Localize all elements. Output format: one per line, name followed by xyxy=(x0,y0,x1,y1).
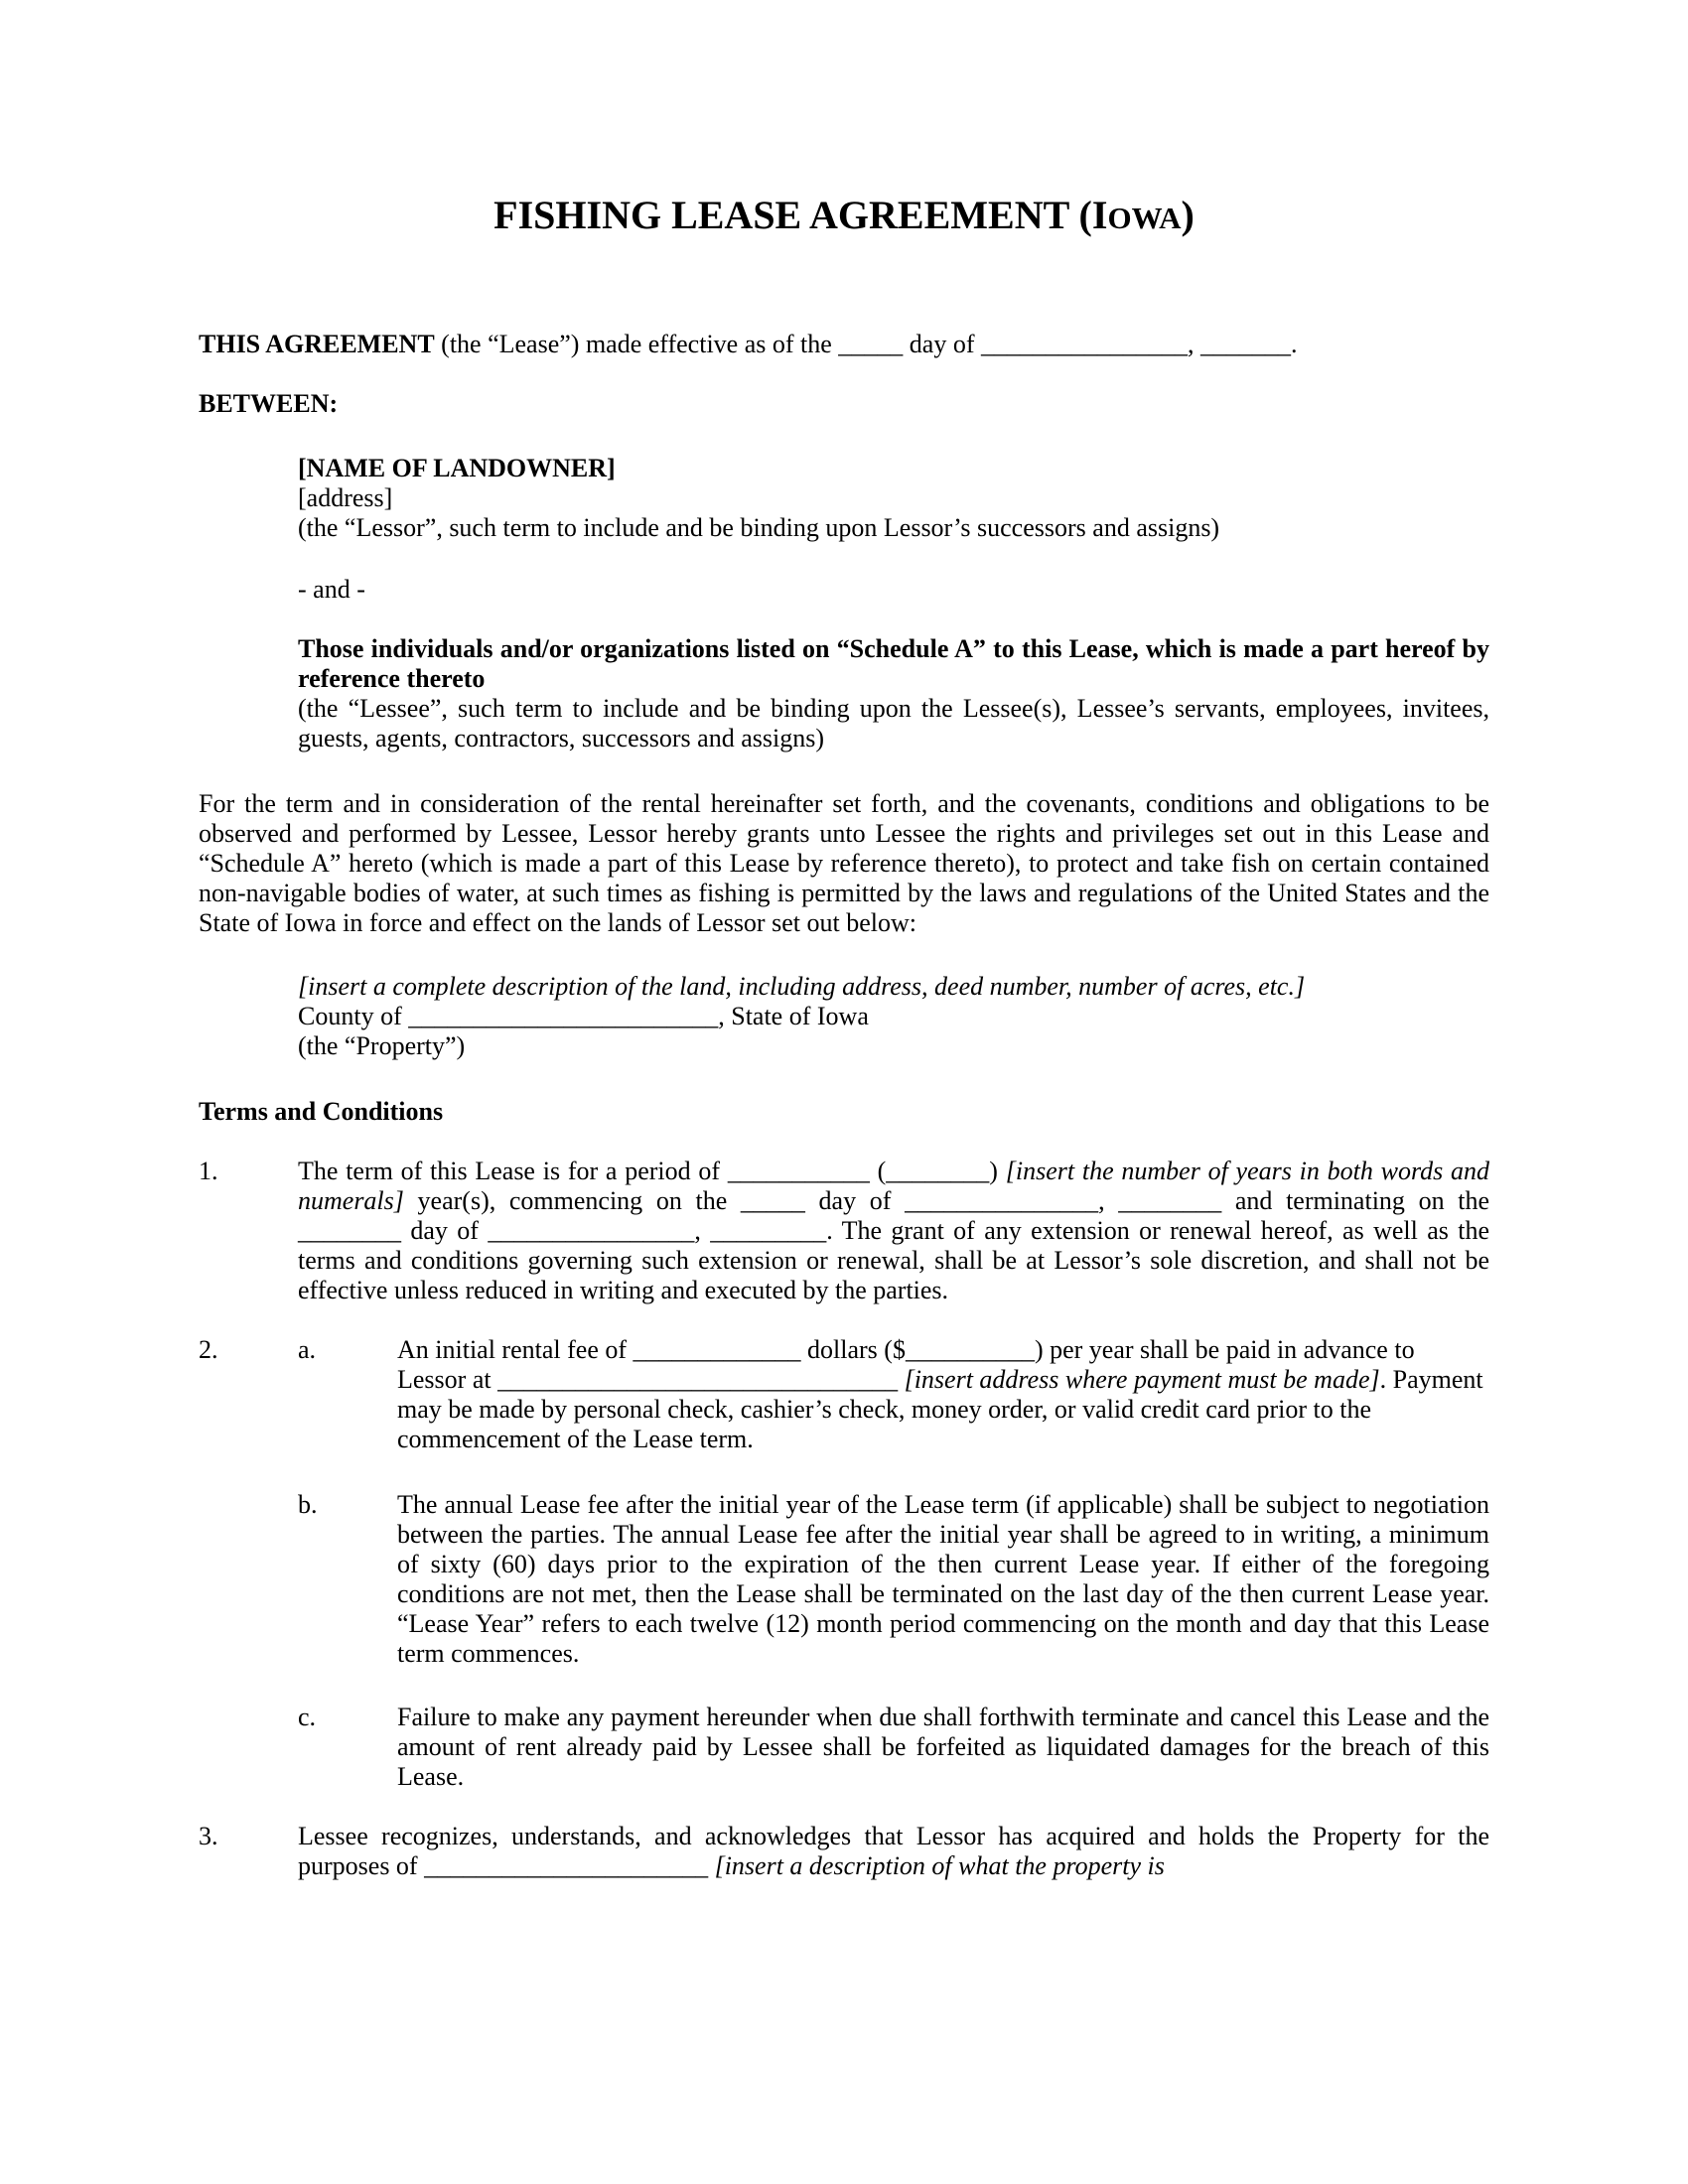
text-segment: Failure to make any payment hereunder when due shall forthwith terminate and cancel this Lease and the amount of rent already paid by Lessee shall be forfeited as liquidated damages for the breach of this Lease. xyxy=(397,1703,1489,1791)
text-segment: ) per year shall be paid in advance to Lessor at xyxy=(397,1335,1415,1394)
text-segment: day of xyxy=(903,330,981,358)
annual-fee-clause xyxy=(199,1490,1489,1669)
text-segment: . The grant of any extension or renewal hereof, as well as the terms and conditions governing such extension or renewal, shall be at Lessor’s sole discretion, and shall not be effective unless reduced in writing and executed by the parties. xyxy=(298,1216,1489,1304)
landowner-address-line: [address] xyxy=(298,483,393,512)
title-text: FISHING LEASE AGREEMENT (I xyxy=(493,193,1108,237)
text-segment: (the “Lease”) made effective as of the xyxy=(434,330,839,358)
terms-heading: Terms and Conditions xyxy=(199,1097,444,1126)
clause-letter: a. xyxy=(298,1335,317,1364)
text-segment: Lessee recognizes, understands, and acknowledges that Lessor has acquired and holds the Property for the purposes of xyxy=(298,1822,1489,1880)
text-segment: dollars ($ xyxy=(800,1335,906,1364)
clause-letter: c. xyxy=(298,1703,317,1731)
term-length-blank: ___________ xyxy=(727,1157,870,1185)
rental-fee-clause xyxy=(199,1335,1489,1454)
clause-number: 1. xyxy=(199,1157,218,1185)
grant-paragraph: For the term and in consideration of the rental hereinafter set forth, and the covenants, conditions and obligations to be observed and performed by Lessee, Lessor hereby grants unto Lessee the rights and privileges set out in this Lease and “Schedule A” hereto (which is made a part of this Lease by reference thereto), to protect and take fish on certain contained non-navigable bodies of water, at such times as fishing is permitted by the laws and regulations of the United States and the State of Iowa in force and effect on the lands of Lessor set out below: xyxy=(199,789,1489,937)
text-segment: , xyxy=(1098,1186,1119,1215)
text-segment: year(s), commencing on the xyxy=(403,1186,741,1215)
effective-date-line xyxy=(199,330,1489,359)
county-blank: ________________________ xyxy=(408,1002,719,1030)
clause-number: 2. xyxy=(199,1335,218,1364)
commence-day-blank: _____ xyxy=(740,1186,805,1215)
title-close-paren: ) xyxy=(1181,193,1195,237)
land-description-placeholder: [insert a complete description of the land, including address, deed number, number of acres, etc.] xyxy=(298,972,1306,1001)
property-description-block xyxy=(298,972,1489,1061)
property-purpose-clause xyxy=(199,1822,1489,1881)
lessee-name-paragraph: Those individuals and/or organizations listed on “Schedule A” to this Lease, which is made a part hereof by reference thereto xyxy=(298,634,1489,693)
effective-day-blank: _____ xyxy=(838,330,904,358)
text-segment: , xyxy=(694,1216,711,1245)
text-segment: The term of this Lease is for a period of xyxy=(298,1157,728,1185)
agreement-label: THIS AGREEMENT xyxy=(199,330,435,358)
property-purpose-insert-note: [insert a description of what the property is xyxy=(714,1851,1165,1880)
text-segment: . Payment may be made by personal check, cashier’s check, money order, or valid credit card prior to the commencement of the Lease term. xyxy=(397,1365,1483,1453)
text-segment: . xyxy=(1291,330,1298,358)
effective-month-blank: ________________ xyxy=(981,330,1188,358)
terminate-day-blank: ________ xyxy=(298,1216,401,1245)
terminate-year-blank: _________ xyxy=(710,1216,827,1245)
and-separator: - and - xyxy=(298,575,365,604)
text-segment: , State of Iowa xyxy=(718,1002,869,1030)
payment-failure-clause xyxy=(199,1703,1489,1792)
document-content xyxy=(199,0,1489,1881)
county-line xyxy=(298,1002,1489,1031)
term-insert-note: [insert the number of years in both words and numerals] xyxy=(298,1157,1489,1215)
effective-year-blank: _______ xyxy=(1200,330,1291,358)
text-segment: ) xyxy=(989,1157,1006,1185)
text-segment: day of xyxy=(401,1216,489,1245)
commence-year-blank: ________ xyxy=(1118,1186,1222,1215)
text-segment: ( xyxy=(869,1157,887,1185)
text-segment: and terminating on the xyxy=(1221,1186,1489,1215)
term-clause xyxy=(199,1157,1489,1305)
property-definition-note: (the “Property”) xyxy=(298,1031,466,1060)
text-segment: An initial rental fee of xyxy=(397,1335,633,1364)
rental-amount-numeral-blank: __________ xyxy=(905,1335,1035,1364)
clause-letter: b. xyxy=(298,1490,318,1519)
document-title xyxy=(199,194,1489,240)
landowner-name-line: [NAME OF LANDOWNER] xyxy=(298,454,616,482)
text-segment: , xyxy=(1188,330,1200,358)
text-segment: The annual Lease fee after the initial year of the Lease term (if applicable) shall be subject to negotiation between the parties. The annual Lease fee after the initial year shall be agreed to in writing, a minimum of sixty (60) days prior to the expiration of the then current Lease year. If either of the foregoing conditions are not met, then the Lease shall be terminated on the last day of the then current Lease year. “Lease Year” refers to each twelve (12) month period commencing on the month and day that this Lease term commences. xyxy=(397,1490,1489,1668)
between-label: BETWEEN: xyxy=(199,389,339,418)
terminate-month-blank: ________________ xyxy=(488,1216,695,1245)
lessee-definition-note: (the “Lessee”, such term to include and be binding upon the Lessee(s), Lessee’s servants, employees, invitees, guests, agents, contractors, successors and assigns) xyxy=(298,694,1489,752)
parties-block xyxy=(298,454,1489,753)
title-smallcaps-text: OWA xyxy=(1107,201,1182,235)
text-segment: County of xyxy=(298,1002,409,1030)
rental-amount-words-blank: _____________ xyxy=(633,1335,801,1364)
clause-number: 3. xyxy=(199,1822,218,1850)
payment-address-blank: _______________________________ xyxy=(497,1365,899,1394)
property-purpose-blank: ______________________ xyxy=(424,1851,709,1880)
lessor-definition-note: (the “Lessor”, such term to include and be binding upon Lessor’s successors and assigns) xyxy=(298,513,1220,542)
payment-address-insert-note: [insert address where payment must be made] xyxy=(904,1365,1380,1394)
text-segment: day of xyxy=(804,1186,906,1215)
term-numeral-blank: ________ xyxy=(886,1157,990,1185)
commence-month-blank: _______________ xyxy=(905,1186,1099,1215)
